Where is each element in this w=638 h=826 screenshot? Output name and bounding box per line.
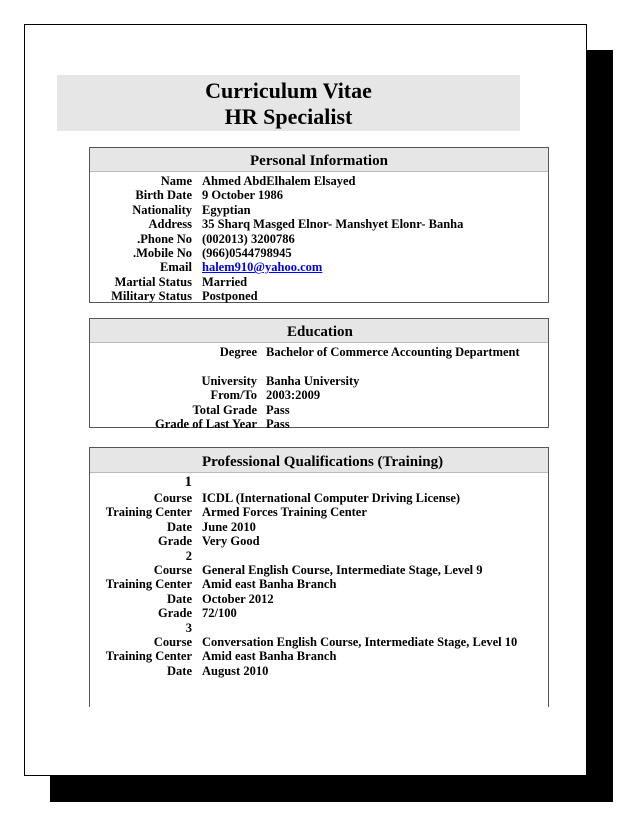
- field-value: Very Good: [202, 534, 260, 549]
- field-value: 9 October 1986: [202, 188, 284, 203]
- field-value: Ahmed AbdElhalem Elsayed: [202, 174, 356, 188]
- field-value: 35 Sharq Masged Elnor- Manshyet Elonr- Banha: [202, 217, 464, 232]
- education-section: [89, 318, 549, 431]
- field-row: [90, 549, 548, 563]
- field-row: [90, 403, 548, 417]
- field-label: Grade of Last Year: [155, 416, 257, 431]
- field-label: Date: [167, 591, 192, 606]
- field-label: 1: [184, 474, 192, 490]
- field-row: [90, 388, 548, 402]
- title-banner: [57, 75, 520, 131]
- field-row: [90, 275, 548, 289]
- field-row: [90, 592, 548, 606]
- field-row: [90, 417, 548, 431]
- personal-information-section: [89, 147, 549, 303]
- field-row: [90, 606, 548, 620]
- field-value: Armed Forces Training Center: [202, 505, 367, 520]
- field-value: 72/100: [202, 606, 237, 621]
- field-row: [90, 475, 548, 491]
- field-row: [90, 359, 548, 373]
- field-row: [90, 217, 548, 231]
- field-label: Military Status: [111, 289, 192, 304]
- field-row: [90, 621, 548, 635]
- field-row: [90, 289, 548, 303]
- field-row: [90, 505, 548, 519]
- field-row: [90, 174, 548, 188]
- field-label: Address: [148, 217, 192, 232]
- field-value: ICDL (International Computer Driving License): [202, 491, 461, 505]
- field-label: Date: [167, 519, 192, 534]
- field-value: Banha University: [266, 373, 360, 388]
- field-row: [90, 534, 548, 548]
- field-label: Training Center: [105, 505, 192, 520]
- field-label: Date: [167, 663, 192, 678]
- field-value: Amid east Banha Branch: [202, 649, 337, 664]
- document-subtitle: HR Specialist: [224, 104, 353, 129]
- field-value: June 2010: [202, 519, 256, 534]
- field-label: Degree: [219, 345, 257, 359]
- field-label: Birth Date: [135, 188, 192, 203]
- field-label: Course: [153, 562, 192, 577]
- field-label: .Mobile No: [132, 245, 192, 260]
- field-label: Total Grade: [192, 402, 257, 417]
- field-label: Email: [160, 260, 192, 275]
- document-title: Curriculum Vitae: [205, 78, 372, 103]
- field-label: 2: [185, 548, 192, 563]
- field-value: Egyptian: [202, 202, 251, 217]
- field-value: Pass: [266, 416, 290, 431]
- field-value: Bachelor of Commerce Accounting Department: [266, 345, 520, 359]
- field-label: Grade: [157, 534, 192, 549]
- personal-rows: [90, 172, 548, 304]
- field-label: From/To: [210, 388, 257, 403]
- field-row: [90, 520, 548, 534]
- section-heading: Professional Qualifications (Training): [90, 448, 548, 473]
- training-rows: [90, 473, 548, 678]
- section-heading: Education: [90, 319, 548, 343]
- field-value: (002013) 3200786: [202, 231, 295, 246]
- field-row: [90, 664, 548, 678]
- field-row: [90, 345, 548, 359]
- email-link[interactable]: halem910@yahoo.com: [202, 260, 323, 275]
- field-label: University: [201, 373, 257, 388]
- field-row: [90, 260, 548, 274]
- section-heading: Personal Information: [90, 148, 548, 172]
- field-label: Training Center: [105, 577, 192, 592]
- field-row: [90, 246, 548, 260]
- field-label: Course: [153, 491, 192, 505]
- field-value: 2003:2009: [266, 388, 321, 403]
- field-value: October 2012: [202, 591, 274, 606]
- field-value: (966)0544798945: [202, 245, 292, 260]
- training-section: [89, 447, 549, 707]
- field-value: Amid east Banha Branch: [202, 577, 337, 592]
- field-label: Course: [153, 634, 192, 649]
- field-label: Martial Status: [114, 274, 192, 289]
- field-label: Training Center: [105, 649, 192, 664]
- field-label: .Phone No: [137, 231, 192, 246]
- field-row: [90, 491, 548, 505]
- education-rows: [90, 343, 548, 431]
- field-label: 3: [185, 620, 192, 635]
- field-value: General English Course, Intermediate Stage, Level 9: [202, 562, 483, 577]
- field-row: [90, 203, 548, 217]
- field-value: Conversation English Course, Intermediate Stage, Level 10: [202, 634, 518, 649]
- field-row: [90, 649, 548, 663]
- field-row: [90, 563, 548, 577]
- field-value: Married: [202, 274, 248, 289]
- field-label: Grade: [157, 606, 192, 621]
- field-row: [90, 374, 548, 388]
- field-value: Pass: [266, 402, 290, 417]
- field-label: Nationality: [132, 202, 192, 217]
- cv-page: [24, 24, 587, 776]
- field-row: [90, 577, 548, 591]
- field-row: [90, 635, 548, 649]
- field-value: August 2010: [202, 663, 269, 678]
- field-row: [90, 232, 548, 246]
- field-row: [90, 188, 548, 202]
- field-label: Name: [160, 174, 192, 188]
- field-value: Postponed: [202, 289, 258, 304]
